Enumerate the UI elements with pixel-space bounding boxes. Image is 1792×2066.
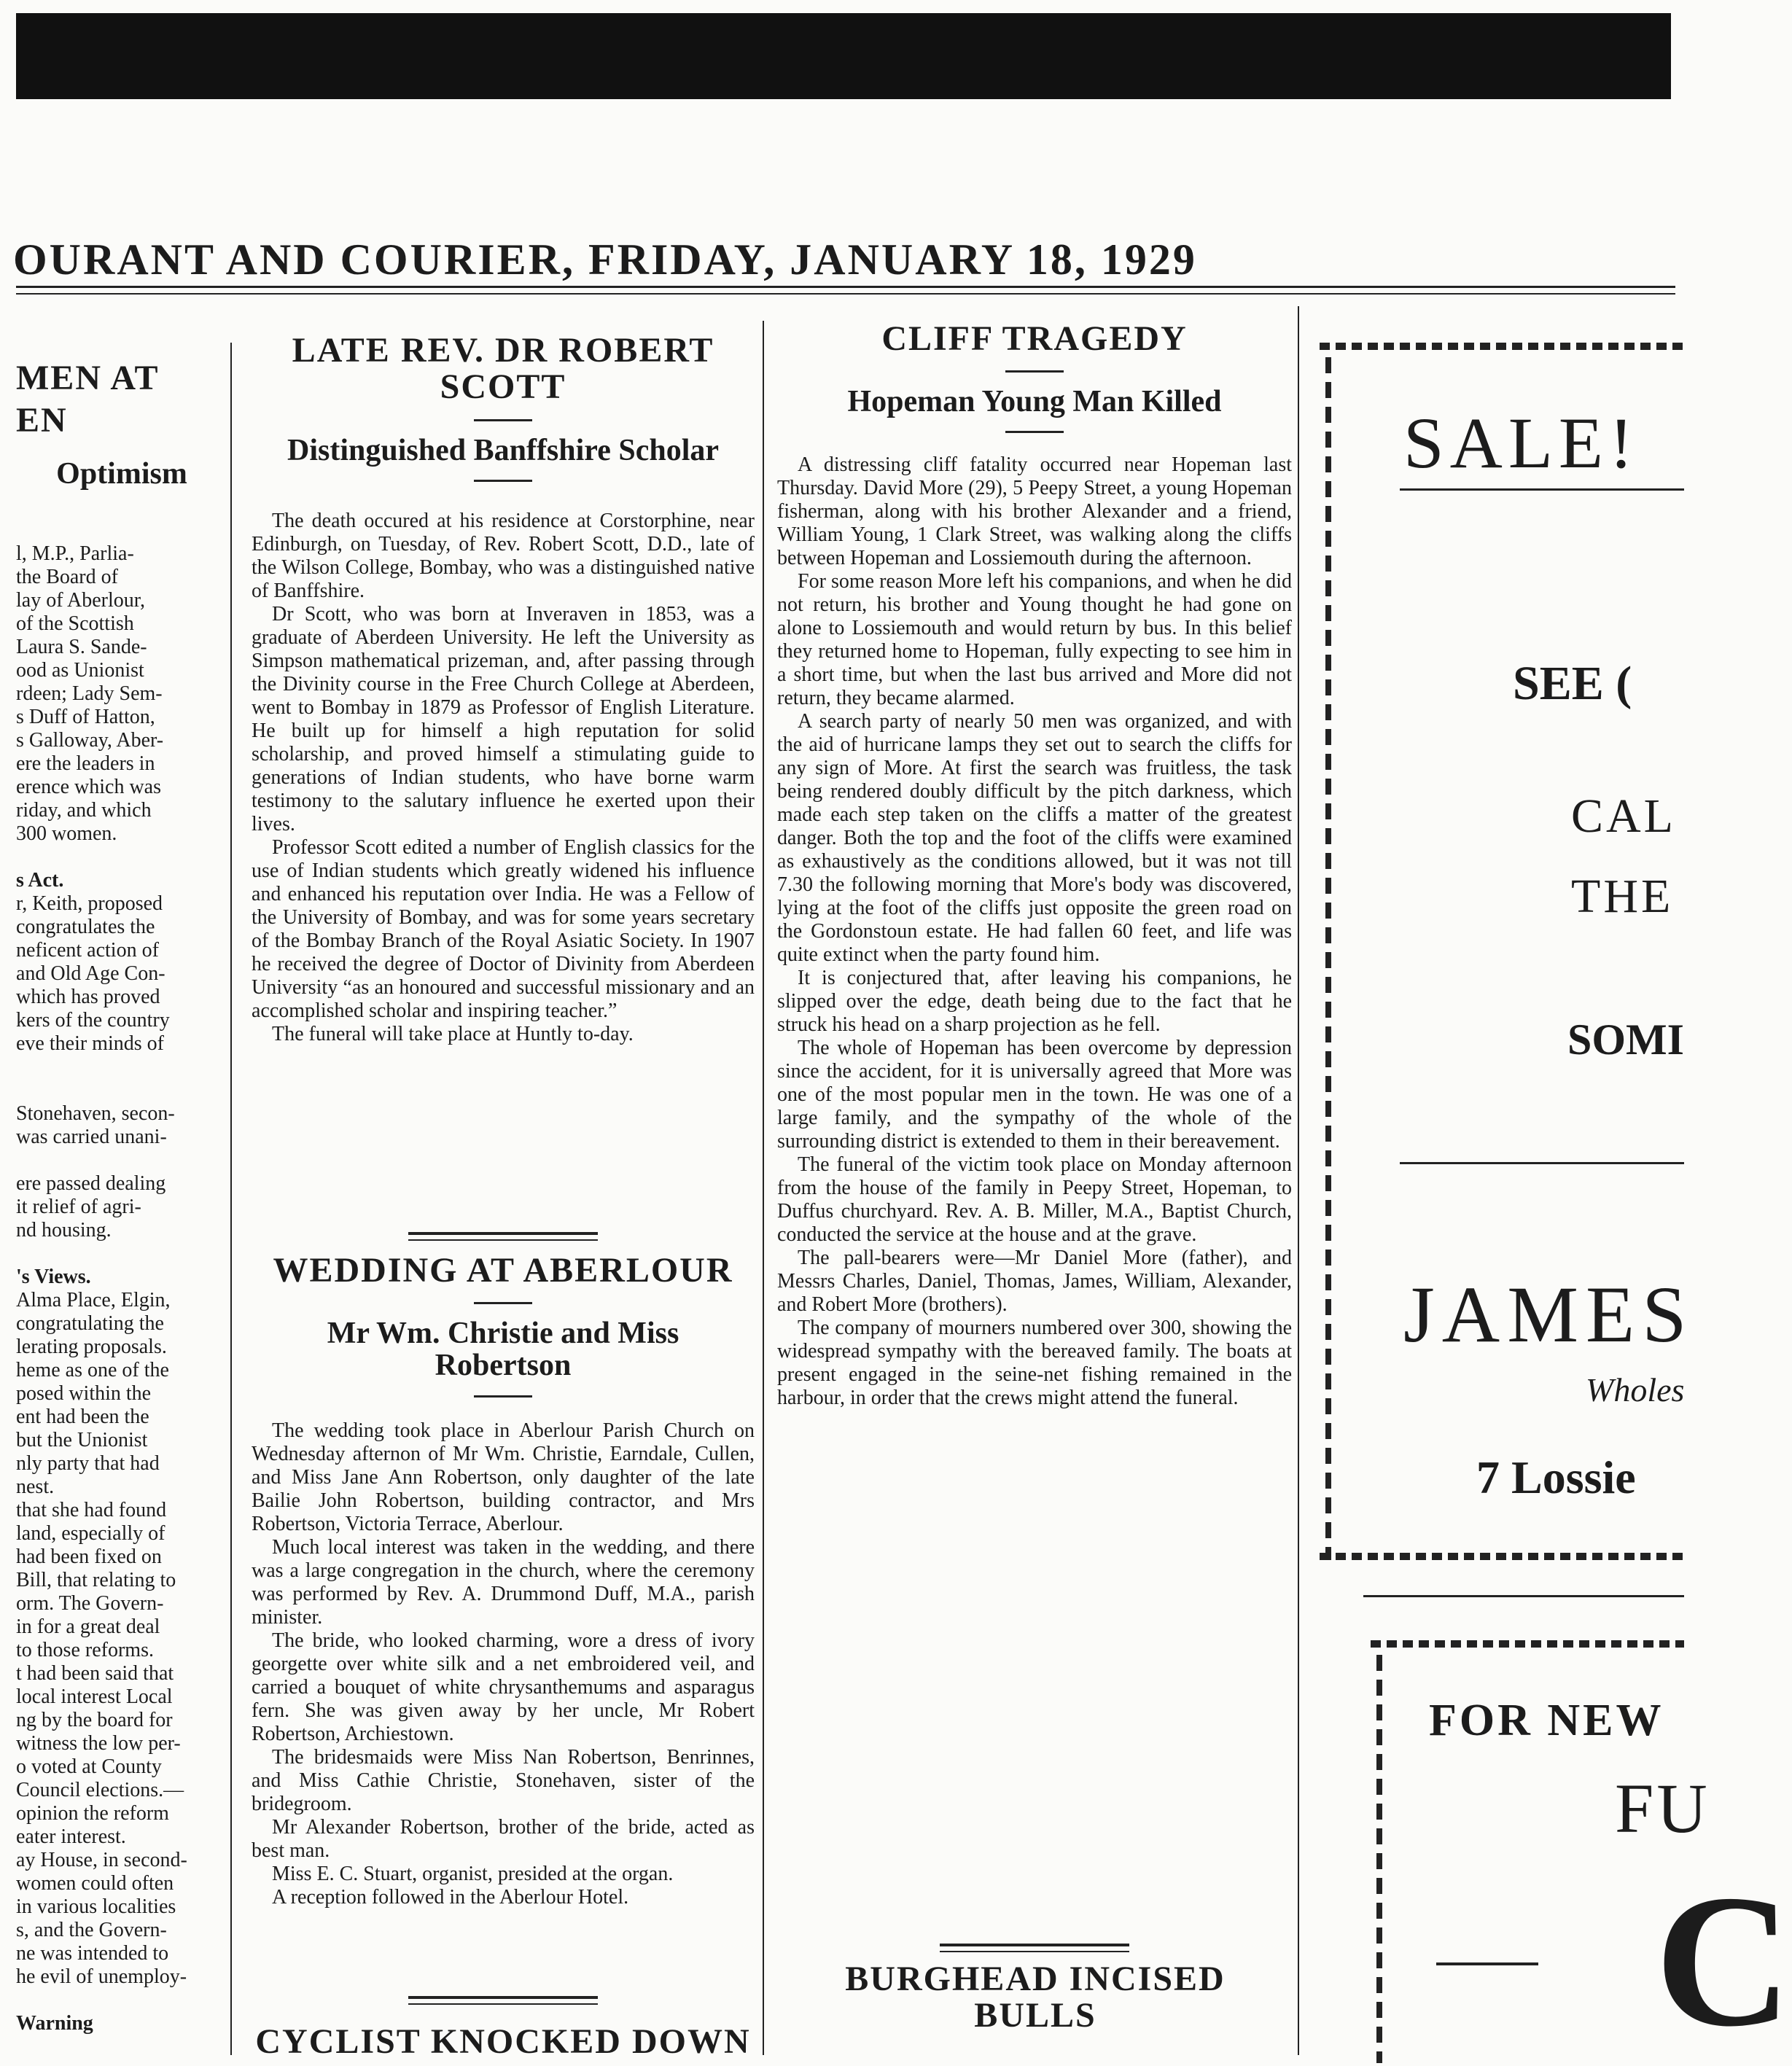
left-fragment-line: s Duff of Hatton, [16,706,155,728]
ad-border-left [1325,357,1331,1560]
wedding-paragraph-6: Miss E. C. Stuart, organist, presided at the organ. [272,1862,674,1885]
scott-subhead-rule [474,480,532,482]
left-fragment-line: l, M.P., Parlia- [16,542,134,565]
masthead-rule-bottom [16,293,1675,295]
wedding-paragraph-2: Much local interest was taken in the wedding, and there was a large congregation in the church, where the ceremony was performed by Rev. A. Drummond Duff, M.A., parish minister. [252,1535,755,1629]
scott-paragraph-3: Professor Scott edited a number of English classics for the use of Indian students which greatly widened his influence and enhanced his reputation over India. He was a Fellow of the University of Bombay, and was for some years secretary of the Bombay Branch of the Royal Asiatic Society. In 1907 he received the degree of Doctor of Divinity from Aberdeen University “as an honoured and successful missionary and an accomplished scholar and inspiring teacher.” [252,835,755,1022]
left-fragment-line: posed within the [16,1382,152,1405]
left-fragment-line: local interest Local [16,1685,173,1708]
wedding-end-rule [408,1996,598,2005]
left-fragment-line [16,1989,227,2012]
column-rule-3 [1298,306,1299,2055]
left-fragment-line: the Board of [16,566,118,588]
left-fragment-line [16,846,227,869]
cliff-paragraph-7: The pall-bearers were—Mr Daniel More (father), and Messrs Charles, Daniel, Thomas, James, William, Alexander, and Robert More (brothers). [777,1247,1292,1317]
cliff-paragraph-5: The whole of Hopeman has been overcome by depression since the accident, for it is universally agreed that More was one of the most popular men in the town. He was one of a large family, and the sympathy of the whole of the surrounding district is extended to them in their bereavement. [777,1037,1292,1153]
burghead-headline: BURGHEAD INCISED BULLS [845,1960,1226,2035]
cliff-paragraph-3: A search party of nearly 50 men was organized, and with the aid of hurricane lamps they set out to search the cliffs for any sign of More. At first the search was fruitless, the task being rendered doubly difficult by the pitch darkness, which made each step taken on the cliffs a matter of the greatest danger. Both the top and the foot of the cliffs were examined as exhaustively as the conditions allowed, but it was not till 7.30 the following morning that More's body was discovered, lying at the foot of the cliffs just opposite the green road on the Gordonstoun estate. He had fallen 60 feet, and life was quite extinct when the party found him. [777,710,1292,967]
left-fragment-line: s, and the Govern- [16,1919,167,1941]
wedding-headline: WEDDING AT ABERLOUR [273,1251,733,1290]
left-fragment-line: 's Views. [16,1266,91,1288]
left-fragment-text [16,542,227,2051]
left-fragment-line: r, Keith, proposed [16,892,163,915]
ad-somi: SOMI [1567,1016,1685,1064]
scott-paragraph-4: The funeral will take place at Huntly to-day. [272,1022,634,1045]
cliff-headline: CLIFF TRAGEDY [881,319,1188,358]
left-fragment-line: lerating proposals. [16,1336,167,1358]
cliff-paragraph-8: The company of mourners numbered over 300, showing the widespread sympathy with the bereaved family. The boats at present engaged in the seine-net fishing remained in the harbour, in order that the crews might attend the funeral. [777,1317,1292,1410]
ad2-border-left [1376,1655,1382,2063]
left-fragment-line: nly party that had [16,1452,160,1475]
left-fragment-line: eater interest. [16,1825,126,1848]
advertisement [1320,343,1792,2066]
left-fragment-line: Stonehaven, secon- [16,1102,175,1125]
scott-paragraph-2: Dr Scott, who was born at Inveraven in 1853, was a graduate of Aberdeen University. He left the University as Simpson mathematical prizeman, and, after passing through the Divinity course in the Free Church College at Aberdeen, went to Bombay in 1879 as Professor of English Literature. He built up for himself a high reputation for solid scholarship, and proved himself a stimulating guide to generations of Indian students, who have borne warm testimony to the salutary influence he exerted upon their lives. [252,602,755,835]
left-fragment-line [16,1149,227,1172]
left-fragment-line: heme as one of the [16,1359,169,1381]
left-fragment-line: that she had found [16,1499,167,1521]
left-fragment-line: orm. The Govern- [16,1592,164,1615]
wedding-paragraph-4: The bridesmaids were Miss Nan Robertson, Benrinnes, and Miss Cathie Christie, Stonehaven, sister of the bridegroom. [252,1745,755,1815]
left-fragment-subheading: Optimism [56,457,187,491]
wedding-paragraph-1: The wedding took place in Aberlour Parish Church on Wednesday afternon of Mr Wm. Christie, Earndale, Cullen, and Miss Jane Ann Robertson, only daughter of the late Bailie John Robertson, building contractor, and Mrs Robertson, Victoria Terrace, Aberlour. [252,1419,755,1535]
scott-headline-rule [474,419,532,421]
left-fragment-line: and Old Age Con- [16,962,165,985]
left-fragment-line: but the Unionist [16,1429,148,1451]
left-fragment-line: women could often [16,1872,174,1895]
left-fragment-line: kers of the country [16,1009,170,1032]
ad-cal: CAL [1571,790,1676,843]
wedding-article [252,1251,755,2061]
cliff-article [777,321,1292,1910]
top-black-bar [16,13,1671,99]
left-fragment-line: eve their minds of [16,1032,164,1055]
left-fragment-line: in various localities [16,1895,176,1918]
left-fragment-line: to those reforms. [16,1639,154,1661]
ad-james: JAMES [1403,1270,1694,1359]
scott-headline: LATE REV. DR ROBERT SCOTT [292,331,714,407]
left-fragment-line: opinion the reform [16,1802,169,1825]
left-fragment-line: ne was intended to [16,1942,169,1965]
cliff-paragraph-4: It is conjectured that, after leaving his companions, he slipped over the edge, death being due to the fact that he struck his head on a sharp projection as he fell. [777,967,1292,1037]
ad-sale: SALE! [1403,402,1640,483]
left-fragment-line: of the Scottish [16,612,134,635]
cyclist-headline: CYCLIST KNOCKED DOWN [255,2022,751,2061]
column-rule-2 [763,321,764,2055]
left-fragment-line [16,1242,227,1266]
ad-wholes: Wholes [1586,1371,1685,1408]
left-fragment-line: neficent action of [16,939,159,962]
scott-paragraph-1: The death occured at his residence at Corstorphine, near Edinburgh, on Tuesday, of Rev. Robert Scott, D.D., late of the Wilson College, Bombay, who was a distinguished native of Banffshire. [252,509,755,602]
left-fragment-line: Council elections.— [16,1779,184,1801]
left-fragment-line: lay of Aberlour, [16,589,145,612]
left-fragment-line: ng by the board for [16,1709,173,1731]
left-fragment-line: nd housing. [16,1219,112,1241]
wedding-paragraph-3: The bride, who looked charming, wore a dress of ivory georgette over white silk and a net embroidered veil, and carried a bouquet of white chrysanthemums and asparagus fern. She was given away by her uncle, Mr Robert Robertson, Archiestown. [252,1629,755,1745]
ad-big-c: C [1655,1856,1792,2066]
left-fragment-line: it relief of agri- [16,1196,141,1218]
left-fragment-line: s Galloway, Aber- [16,729,164,752]
left-fragment-line: ent had been the [16,1406,149,1428]
scott-subhead: Distinguished Banffshire Scholar [287,433,719,467]
left-fragment-line: 300 women. [16,822,117,845]
ad-border-bottom [1320,1553,1684,1560]
left-fragment-line: Warning [16,2012,93,2035]
wedding-paragraph-5: Mr Alexander Robertson, brother of the bride, acted as best man. [252,1815,755,1862]
left-fragment-line: t had been said that [16,1662,174,1685]
left-fragment-line: nest. [16,1476,55,1498]
left-fragment-line: congratulates the [16,916,155,938]
ad-mid-rule [1400,1162,1684,1164]
left-fragment-line: ere passed dealing [16,1172,166,1195]
cliff-subhead: Hopeman Young Man Killed [847,385,1222,419]
wedding-paragraph-7: A reception followed in the Aberlour Hotel. [272,1885,629,1909]
ad-sale-rule [1400,488,1684,491]
left-fragment-line: Laura S. Sande- [16,636,147,658]
wedding-subhead-rule [474,1395,532,1398]
scott-end-rule [408,1232,598,1241]
left-fragment-line: witness the low per- [16,1732,181,1755]
ad-small-rule [1436,1962,1538,1965]
scott-article [252,332,755,1200]
cliff-subhead-rule [1005,431,1064,433]
wedding-headline-rule [474,1302,532,1304]
ad-fu: FU [1615,1769,1710,1847]
left-fragment-line [16,1056,227,1079]
cliff-paragraph-1: A distressing cliff fatality occurred near Hopeman last Thursday. David More (29), 5 Peepy Street, a young Hopeman fisherman, along with his brother Alexander and a friend, William Young, 1 Clark Street, was walking along the cliffs between Hopeman and Lossiemouth during the afternoon. [777,453,1292,570]
column-rule-1 [230,343,232,2055]
left-fragment-line: o voted at County [16,1755,162,1778]
cliff-end-rule [940,1944,1129,1952]
left-fragment-line: in for a great deal [16,1615,160,1638]
ad2-border-top [1371,1640,1684,1648]
left-fragment-line: Bill, that relating to [16,1569,176,1591]
ad-see: SEE ( [1513,657,1632,710]
left-fragment-line: s Act. [16,869,64,892]
left-fragment-line: erence which was [16,776,162,798]
wedding-subhead: Mr Wm. Christie and Miss Robertson [327,1317,679,1383]
left-fragment-line: ay House, in second- [16,1849,187,1871]
left-fragment-line: riday, and which [16,799,152,822]
left-fragment-line: he evil of unemploy- [16,1965,187,1988]
left-heading-line-2: EN [16,401,68,440]
left-fragment-line: ood as Unionist [16,659,144,682]
left-fragment-line: congratulating the [16,1312,164,1335]
ad-border-top [1320,343,1684,350]
left-fragment-line: had been fixed on [16,1545,162,1568]
wedding-end-rule-wrap [252,1977,755,2024]
left-fragment-line: was carried unani- [16,1126,167,1148]
cliff-paragraph-6: The funeral of the victim took place on Monday afternoon from the house of the family in Peepy Street, Hopeman, to Duffus churchyard. Rev. A. B. Miller, M.A., Baptist Church, conducted the service at the house and at the grave. [777,1153,1292,1247]
masthead-rule-top [16,286,1675,288]
left-fragment-line [16,1079,227,1102]
left-fragment-line: ere the leaders in [16,752,155,775]
left-fragment-line: which has proved [16,986,160,1008]
left-heading-line-1: MEN AT [16,359,160,397]
ad-lossie: 7 Lossie [1476,1451,1636,1503]
ad-the: THE [1571,870,1674,923]
left-fragment-line: rdeen; Lady Sem- [16,682,163,705]
cliff-paragraph-2: For some reason More left his companions, and when he did not return, his brother and Young thought he had gone on alone to Lossiemouth and would return by bus. In this belief they returned home to Hopeman, fully expecting to see him in a short time, but when the last bus arrived and More did not return, they became alarmed. [777,570,1292,710]
ad-for-new: FOR NEW [1429,1696,1664,1745]
ad-second-rule [1363,1595,1684,1597]
left-fragment-heading [16,357,227,442]
left-fragment-line: Alma Place, Elgin, [16,1289,171,1311]
cliff-headline-rule [1005,370,1064,373]
left-fragment-line: land, especially of [16,1522,165,1545]
masthead: OURANT AND COURIER, FRIDAY, JANUARY 18, 1929 [13,235,1197,284]
